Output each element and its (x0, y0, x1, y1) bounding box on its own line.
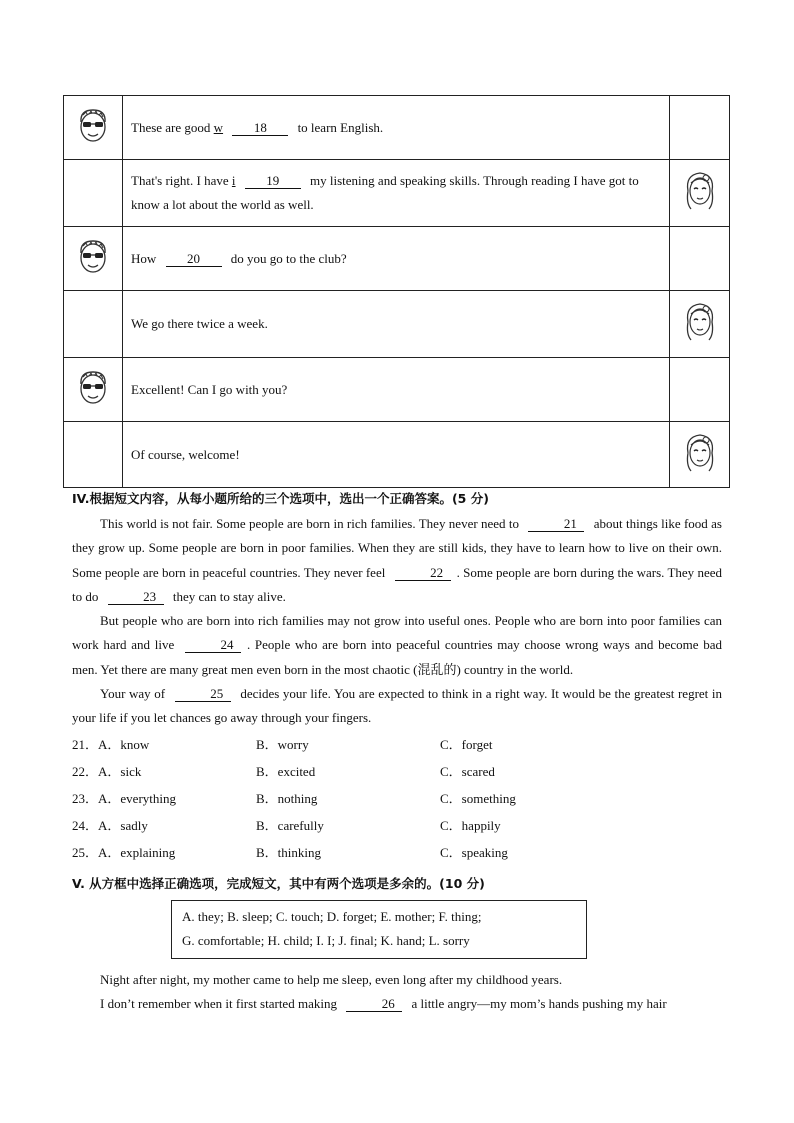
option-a[interactable]: A．know (98, 737, 150, 752)
reading-passage (72, 512, 722, 731)
list-item: 21．A．know B．worry C．forget (72, 735, 572, 762)
option-c[interactable]: C．happily (440, 818, 501, 833)
answer-blank-19[interactable]: 19 (245, 174, 301, 189)
dialogue-row (64, 96, 730, 160)
paragraph: Your way of 25 decides your life. You are expected to think in a right way. It would be the greatest regret in your life if you let chances go away through your fingers. (72, 686, 723, 726)
option-c[interactable]: C．speaking (440, 845, 508, 860)
dialogue-line: Excellent! Can I go with you? (123, 358, 670, 422)
empty-cell (64, 291, 123, 358)
paragraph: This world is not fair. Some people are born in rich families. They never need to 21 about things like food as they grow up. Some people are born in poor families. When they are still kids, they have to learn how to live on their own. Some people are born in peaceful countries. They never feel 22 . Some people are born during the wars. They need to do 23 they can to stay alive. (72, 516, 722, 604)
boy-avatar-icon (76, 237, 110, 277)
dialogue-row (64, 291, 730, 358)
option-b[interactable]: B．nothing (256, 791, 318, 806)
dialogue-line: How 20 do you go to the club? (123, 227, 670, 291)
answer-blank-23[interactable]: 23 (108, 590, 164, 605)
answer-blank-21[interactable]: 21 (528, 517, 584, 532)
word-bank-line: A. they; B. sleep; C. touch; D. forget; E. mother; F. thing; (182, 909, 482, 924)
dialogue-line: Of course, welcome! (123, 422, 670, 488)
empty-cell (64, 422, 123, 488)
empty-cell (670, 96, 730, 160)
answer-blank-24[interactable]: 24 (185, 638, 241, 653)
option-b[interactable]: B．thinking (256, 845, 322, 860)
answer-blank-18[interactable]: 18 (232, 121, 288, 136)
girl-avatar-icon (682, 300, 718, 344)
section-heading: IV.根据短文内容，从每小题所给的三个选项中，选出一个正确答案。(5 分) (72, 491, 489, 506)
dialogue-row (64, 227, 730, 291)
boy-avatar-cell (64, 227, 123, 291)
option-c[interactable]: C．scared (440, 764, 495, 779)
girl-avatar-cell (670, 291, 730, 358)
empty-cell (64, 160, 123, 227)
answer-blank-26[interactable]: 26 (346, 997, 402, 1012)
cloze-passage (72, 968, 722, 1017)
dialogue-line: These are good w 18 to learn English. (123, 96, 670, 160)
dialogue-table (63, 95, 730, 488)
boy-avatar-cell (64, 96, 123, 160)
girl-avatar-icon (682, 431, 718, 475)
option-a[interactable]: A．explaining (98, 845, 176, 860)
list-item: 22．A．sick B．excited C．scared (72, 762, 572, 789)
list-item: 24．A．sadly B．carefully C．happily (72, 816, 572, 843)
option-b[interactable]: B．worry (256, 737, 309, 752)
section-heading: V. 从方框中选择正确选项，完成短文，其中有两个选项是多余的。(10 分) (72, 876, 485, 891)
dialogue-row (64, 160, 730, 227)
girl-avatar-cell (670, 422, 730, 488)
options-list (72, 735, 572, 870)
list-item: 23．A．everything B．nothing C．something (72, 789, 572, 816)
empty-cell (670, 227, 730, 291)
boy-avatar-cell (64, 358, 123, 422)
dialogue-line: We go there twice a week. (123, 291, 670, 358)
girl-avatar-icon (682, 169, 718, 213)
answer-blank-25[interactable]: 25 (175, 687, 231, 702)
boy-avatar-icon (76, 106, 110, 146)
list-item: 25．A．explaining B．thinking C．speaking (72, 843, 572, 870)
option-c[interactable]: C．forget (440, 737, 493, 752)
option-c[interactable]: C．something (440, 791, 516, 806)
answer-blank-20[interactable]: 20 (166, 252, 222, 267)
word-bank-box (171, 900, 587, 959)
option-b[interactable]: B．carefully (256, 818, 324, 833)
paragraph: I don’t remember when it first started making 26 a little angry—my mom’s hands pushing my hair (100, 996, 667, 1012)
boy-avatar-icon (76, 368, 110, 408)
dialogue-row (64, 422, 730, 488)
empty-cell (670, 358, 730, 422)
paragraph: Night after night, my mother came to help me sleep, even long after my childhood years. (100, 972, 563, 987)
option-a[interactable]: A．sick (98, 764, 142, 779)
girl-avatar-cell (670, 160, 730, 227)
option-a[interactable]: A．everything (98, 791, 176, 806)
option-a[interactable]: A．sadly (98, 818, 148, 833)
option-b[interactable]: B．excited (256, 764, 316, 779)
dialogue-row (64, 358, 730, 422)
paragraph: But people who are born into rich families may not grow into useful ones. People who are born into poor families can work hard and live 24 . People who are born into peaceful countries may choose wrong ways and become bad men. Yet there are many great men even born in the most chaotic (混乱的) country in the world. (72, 613, 722, 677)
dialogue-line: That's right. I have i 19 my listening and speaking skills. Through reading I have got to know a lot about the world as well. (123, 160, 670, 227)
answer-blank-22[interactable]: 22 (395, 566, 451, 581)
word-bank-line: G. comfortable; H. child; I. I; J. final; K. hand; L. sorry (182, 933, 470, 948)
